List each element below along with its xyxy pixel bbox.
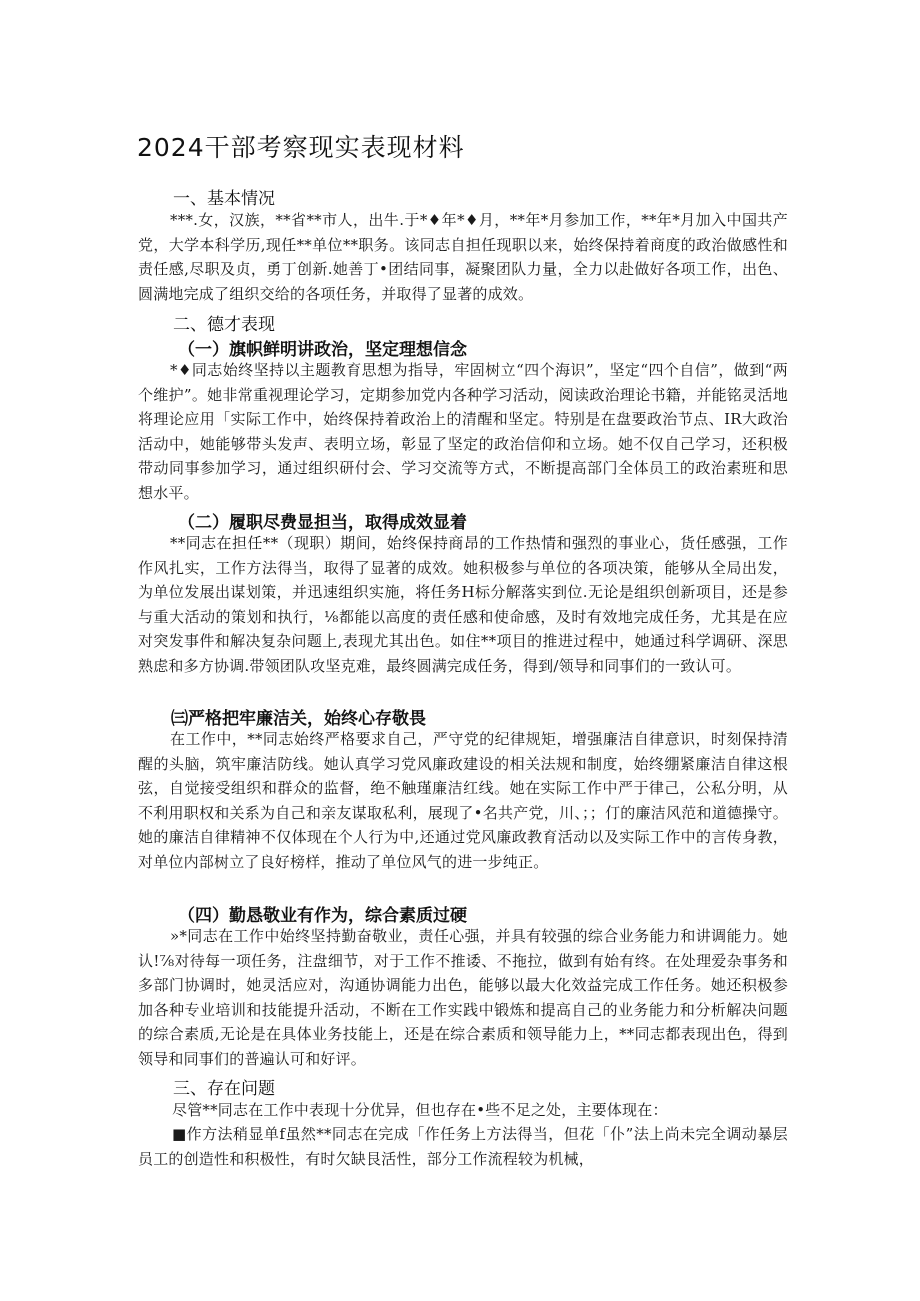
- subsection-heading-politics: （一）旗帜鲜明讲政治，坚定理想信念: [178, 340, 467, 360]
- subsection-heading-integrity: ㈢严格把牢廉洁关，始终心存敬畏: [171, 709, 426, 729]
- paragraph-integrity: 在工作中，**同志始终严格要求自己，严守党的纪律规矩，增强廉洁自律意识，时刻保持清醒的头脑，筑牢廉洁防线。她认真学习党风廉政建设的相关法规和制度，始终绷紧廉洁自律这根弦，自觉接受组织和群众的监督，绝不触瑾廉洁红线。她在实际工作中严于律己，公私分明，从不利用职权和关系为自己和亲友谋取私利，展现了•名共产党，川、；；仃的廉洁风范和道德操守。她的廉洁自律精神不仅体现在个人行为中,还通过党风廉政教育活动以及实际工作中的言传身教，对单位内部树立了良好榜样，推动了单位风气的进一步纯正。: [138, 730, 788, 871]
- section-heading-basic: 一、基本情况: [173, 189, 275, 209]
- section-heading-issues: 三、存在问题: [173, 1079, 275, 1099]
- subsection-heading-responsibility: （二）履职尽费显担当，取得成效显着: [178, 513, 467, 533]
- subsection-heading-diligence: （四）勤恳敬业有作为，综合素质过硬: [178, 906, 467, 926]
- document-title: 2024干部考察现实表现材料: [137, 133, 465, 162]
- paragraph-politics: *♦同志始终坚持以主题教育思想为指导，牢固树立“四个海识”，坚定“四个自信”，做到“两个维护”。她非常重视理论学习，定期参加党内各种学习活动，阅读政治理论书籍，并能铭灵活地将理论应用「实际工作中，始终保持着政治上的清醒和坚定。特别是在盘要政治节点、IR大政治活动中，她能够带头发声、表明立场，彰显了坚定的政治信仰和立场。她不仅自己学习，还积极带动同事参加学习，通过组织研付会、学习交流等方式，不断提高部门全体员工的政治素班和思想水平。: [138, 361, 788, 502]
- section-heading-merit: 二、德才表现: [173, 315, 275, 335]
- paragraph-issues-item1: ■作方法稍显单f虽然**同志在完成「作任务上方法得当，但花「仆”法上尚未完全调动暴层员工的创造性和积极性，有时欠缺艮活性，部分工作流程较为机械，: [138, 1125, 788, 1168]
- paragraph-issues-intro: 尽管**同志在工作中表现十分优异，但也存在•些不足之处，主要体现在：: [172, 1101, 668, 1119]
- paragraph-responsibility: **同志在担任**（现职）期间，始终保持商昂的工作热情和强烈的事业心，货任感强，工作作风扎实，工作方法得当，取得了显著的成效。她积极参与单位的各项决策，能够从全局出发，为单位发展出谋划策，并迅速组织实施，将任务H标分解落实到位.无论是组织创新项目，还是参与重大活动的策划和执行，⅛都能以高度的责任感和使命感，及时有效地完成任务，尤其是在应对突发事件和解决复杂问题上,表现尤其出色。如住**项目的推进过程中，她通过科学调研、深思熟虑和多方协调.带领团队攻坚克难，最终圆满完成任务，得到/领导和同事们的一致认可。: [138, 534, 788, 675]
- paragraph-diligence: »*同志在工作中始终坚持勤奋敬业，责任心强，并具有较强的综合业务能力和讲调能力。她认!⅞对待每一项任务，注盘细节，对于工作不推诿、不拖拉，做到有始有终。在处理爱杂事务和多部门协调时，她灵活应对，沟通协调能力出色，能够以最大化效益完成工作任务。她还积极参加各种专业培训和技能提升活动，不断在工作实践中锻炼和提高自己的业务能力和分析解决问题的综合素质,无论是在具体业务技能上，还是在综合素质和领导能力上，**同志都表现出色，得到领导和同事们的普遍认可和好评。: [138, 927, 788, 1068]
- paragraph-basic: ***.女，汉族，**省**市人，出牛.于*♦年*♦月，**年*月参加工作，**年*月加入中国共产党，大学本科学历,现任**单位**职务。该同志自担任现职以来，始终保持着商度的政治做感性和责任感,尽职及贞，勇丁创新.她善丁•团结同事，凝聚团队力量，全力以赴做好各项工作，出色、圆满地完成了组织交给的各项任务，并取得了显著的成效。: [138, 211, 788, 303]
